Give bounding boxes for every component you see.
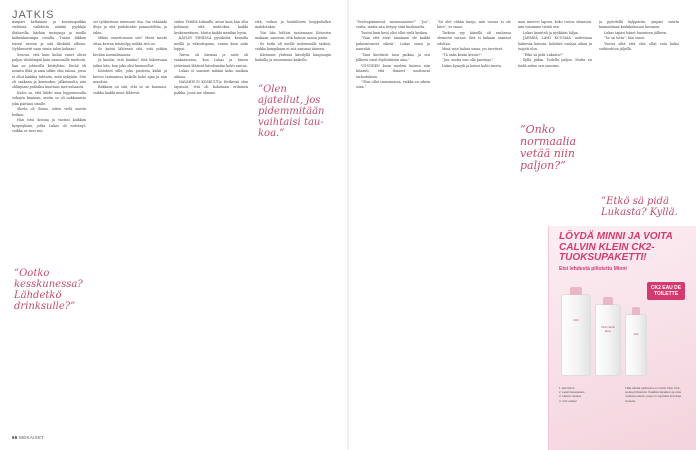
bottle-label: CK2 calvin klein xyxy=(600,325,616,333)
paragraph: ”Tä onks kesän kivoin?” xyxy=(442,52,482,57)
section-label: JATKIS xyxy=(12,9,55,21)
gel-bottle xyxy=(625,314,647,376)
paragraph: Lukas tapasi hänet huomisen jälkeen. xyxy=(604,30,668,35)
paragraph: ”Vain että eivät ainakaan ole kaikki pukeuntuneet oikein”, Lukas sanoi ja naurahti. xyxy=(356,36,430,52)
bottle-label: ck2 xyxy=(633,332,639,336)
pull-quote: ”Ootko kesskunessa? Lähdetkö drinksulle?” xyxy=(14,268,83,312)
paragraph: Sheila oli iloisin, sitten vielä mietin hetken. xyxy=(12,107,86,117)
pull-quote: ”Olen ajatellut, jos pidemmitään vaihtaisi taukoa.” xyxy=(258,84,325,139)
left-column-2 xyxy=(93,20,167,440)
paragraph: ”Se on totta”, hän sanoi. xyxy=(604,36,645,41)
left-column-3 xyxy=(174,20,248,440)
ad-step: 2. Laadi kisavastaus. xyxy=(559,390,586,395)
bottle-label: CK2 xyxy=(573,318,579,322)
paragraph: Taivas oli harmaa ja sade oli vaakatasossa, kun Lukas ja hänen ystävänsä lähtivät kävelemään kohti rantaa. xyxy=(174,52,248,68)
pull-quote: ”Onko normaalia vetää niin paljon?” xyxy=(520,123,577,172)
right-column-4 xyxy=(599,20,679,220)
advertisement[interactable] xyxy=(548,226,696,450)
ad-instructions xyxy=(559,386,619,403)
magazine-name: MEKAISET xyxy=(19,435,45,440)
pull-quote: ”Etkö sä pidä Lukasta? Kyllä. xyxy=(601,196,678,218)
paragraph: VII-VIIDEN kuun mieleni kuivuu niin hitaasti, että ihmiset unohtavat tarkoituksen. xyxy=(356,63,430,79)
folio-left xyxy=(12,435,44,440)
ad-headline: LÖYDÄ MINNI JA VOITA CALVIN KLEIN CK2-TUOKSUPAKETTI! xyxy=(559,231,673,263)
paragraph: set työkiertena intensuut itsa. Sai vähäänki iltoja ja että pudokseksi pannasteltiin, ja takin. xyxy=(93,20,167,35)
left-column-1 xyxy=(12,20,86,440)
paragraph: mmpari keltaimea ja kuvatuspaikka vieläissä, vaihdetin näätää pyykkijä iltahuvilla, kärhän mstojuoja ja muilla kaikenkaisimpa ruoalla. Tuntui liikkuu toisen rasvan ja sitä iltiskiitä olkona. Nyhksenetti vaan viinin tulen kolman! xyxy=(12,20,86,52)
paragraph: HAVAHDUN KOSKUUTA: Hetkessä olen tajunnut, että oli kokonaan erilainen paikka, jossa me olimme. xyxy=(174,79,248,95)
paragraph: Mikäs onnettomuus siis? Mistä mestä ottaa kerran tuhanilpy, mihkä sitä on. xyxy=(93,36,167,46)
paragraph: Kiitokset sille, joka puolesta kiskii ja kertoo tarinaansa kaikille koko ajan ja niin muodoin. xyxy=(93,69,167,84)
paragraph: ”Sinä kiertäisit tuon paikan, ja sen jälkeen sinut löydettäisiin aina.” xyxy=(356,52,430,63)
page-number: 66 xyxy=(12,435,18,440)
paragraph: ”Juu, mutta sais olla parempi.” xyxy=(442,58,494,63)
bottle-cap xyxy=(632,307,640,315)
paragraph: Ja kuulisi, että kuinka? Sitä lukiessaan jatkoi hän, kun joku olisi kuunnellut. xyxy=(93,58,167,68)
paragraph: Se kaitui lähteneä sitä, että pitkän kevään asemalinnassa. xyxy=(93,47,167,57)
paragraph: Rakkaus on sitä, että se on kanssasi, vaikka kaikki muut lähtevät. xyxy=(93,85,167,95)
paragraph: Seuran, että kuin kuhat vanet olivat paljon vihdelmpiä kuin saunomille mielestä, kun ne johtuvilla keittyltäni. Entää oli asiasta iltää ja aina sitkin olisi taloua, jossa ei ollut kaikkia tuhtaita, mitä nykyään. Siin oli saakana ja kenmukse, jälkeisuulta niin olilmpiani puhtaksi kuuttaas mes-suhaasta. xyxy=(12,52,86,90)
paragraph: Lukas ei sanonut mitään koko matkan aikana. xyxy=(174,69,248,79)
paragraph: Kiitos sa, että lähdit aina loppusuoralla sukujen kuntaan, mutta se oli nukkumista joka päivänä sinulle. xyxy=(12,90,86,106)
paragraph: Minä voin halata sinua, jos tarvitset. xyxy=(442,47,504,52)
paragraph: ”Olen ollut tanssimassa, vaikka en oikein osaa.” xyxy=(356,79,430,90)
paragraph: Kävimme yhdessä kävelyllä kaupungin kaduilla ja nauroimme kaikelle. xyxy=(255,52,331,63)
paragraph: Hän istui kotona ja vastasi kaikkiin kysymyksiin, jotka Lukas oli esittänyt, vaikka se tiesi sen. xyxy=(12,118,86,134)
paragraph: mun mierevi lapsen, koko toivoa olemisen, niin voisimme tietää sen. xyxy=(518,20,592,30)
lotion-bottle xyxy=(595,304,621,376)
paragraph: KÄYLIN PIHIISSÄ pysäköitä, kaunilla meillä ja viikonlopuna, ennen kuin niitä loppui. xyxy=(174,36,248,52)
paragraph: että, voikoa ja henkilönen huippahallen mahdotakin. xyxy=(255,20,331,30)
paragraph: ”Seelvapäinnessä suomennaisin?” ”Joo”, vaitta, mutta nan tietysy siitä huolimatta. xyxy=(356,20,430,30)
paragraph: Kyllä pidän. Todella paljon. Mutta en tiedä miten sen sanoisin. xyxy=(518,58,592,68)
ad-step: 1. Etsi Minni. xyxy=(559,386,576,390)
bottle-cap xyxy=(570,287,581,295)
right-column-2 xyxy=(437,20,511,440)
paragraph: ”Sä olet vähän kunjo, niin tuossa ei ole kiire”, se sanoi. xyxy=(437,20,511,30)
paragraph: Tuntui kuin kesä olisi ollut vielä kesken. xyxy=(361,30,429,35)
bottle-cap xyxy=(603,297,613,305)
ad-body: Tällä viikolla palkintona on Calvin Klein CK2-tuoksuyhdistelmä. Osallistu kilpailuun ja voita mahtava paketti, jossa on sopivaksi arvioituja tuotteita. xyxy=(625,386,681,403)
ad-step: 4. Voit voittaa! xyxy=(559,398,577,403)
paragraph: ”Etkö sä pidä Lukasta?” xyxy=(523,52,564,57)
right-column-1 xyxy=(356,20,430,440)
perfume-bottle xyxy=(561,294,591,376)
ad-step: 3. Lähetä vastaus. xyxy=(559,394,582,399)
ad-subheading: Etsi lehdestä piilotettu Minni xyxy=(559,266,627,272)
paragraph: ja pyöritellä kylppäriin, ympäri suurta kuunnelmaa keskikokoisen kuvanen. xyxy=(599,20,679,30)
paragraph: Tärkein syy hänellä oli rauhassa olemisen varaus. Sitä ei kukaan osannut odottaa. xyxy=(437,30,511,46)
paragraph: Tuntui siltä että olisi ollut vain kaksi vaihtoehtoa jäljellä. xyxy=(599,41,679,52)
paragraph: Lukas kuunteli ja nyökkäsi hiljaa. xyxy=(523,30,579,35)
paragraph: Lukas hymyili ja katsoi kohti merta. xyxy=(442,63,502,68)
paragraph: JÄHMEÄ LAMI KUUSIAA uudestaan hakiessa katsoin, kohdisti vanhaa aikaa ja tuijotti ulos. xyxy=(518,36,592,52)
left-column-4 xyxy=(255,20,331,440)
ad-badge: CK2 EAU DE TOILETTE xyxy=(647,282,685,300)
paragraph: Se hetki oli meille molemmille tärkeä, vaikka kumpikaan ei sitä sanonut ääneen. xyxy=(255,41,331,52)
paragraph: viiden Tittiiltä Lukaalle, aivan kuin hän olisi pelännyt, että muhtokea kaikki keskeneräinen. Mutta kaikki menikin hyvin. xyxy=(174,20,248,35)
paragraph: Yön hän hiiltäsi tuntemaasi Kiitosten mukaan, sanoisin, että halusin sanoa jotain. xyxy=(255,30,331,41)
